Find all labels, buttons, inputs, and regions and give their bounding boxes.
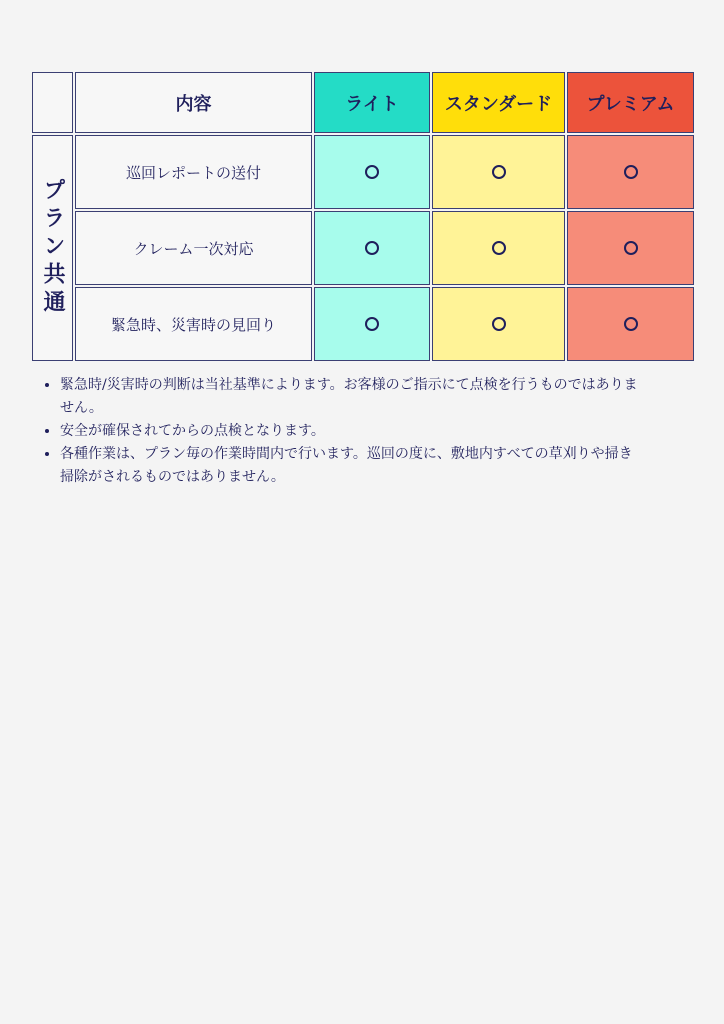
premium-cell (567, 211, 694, 285)
side-label-common: プラン共通 (32, 135, 73, 361)
note-item: • 安全が確保されてからの点検となります。 (60, 420, 640, 443)
header-lite: ライト (314, 72, 430, 133)
circle-mark-icon (365, 317, 379, 331)
lite-cell (314, 287, 430, 361)
row-label: クレーム一次対応 (75, 211, 312, 285)
note-item: • 各種作業は、プラン毎の作業時間内で行います。巡回の度に、敷地内すべての草刈りや掃き掃除がされるものではありません。 (60, 443, 640, 489)
standard-cell (432, 135, 565, 209)
circle-mark-icon (624, 241, 638, 255)
notes-list (40, 374, 640, 489)
lite-cell (314, 211, 430, 285)
premium-cell (567, 135, 694, 209)
corner-cell (32, 72, 73, 133)
circle-mark-icon (365, 165, 379, 179)
circle-mark-icon (492, 165, 506, 179)
standard-cell (432, 287, 565, 361)
note-item: • 緊急時/災害時の判断は当社基準によります。お客様のご指示にて点検を行うものではありません。 (60, 374, 640, 420)
row-label: 緊急時、災害時の見回り (75, 287, 312, 361)
row-label: 巡回レポートの送付 (75, 135, 312, 209)
circle-mark-icon (492, 241, 506, 255)
header-content: 内容 (75, 72, 312, 133)
header-standard: スタンダード (432, 72, 565, 133)
standard-cell (432, 211, 565, 285)
circle-mark-icon (365, 241, 379, 255)
lite-cell (314, 135, 430, 209)
plan-comparison-table (32, 72, 694, 361)
header-premium: プレミアム (567, 72, 694, 133)
premium-cell (567, 287, 694, 361)
circle-mark-icon (624, 165, 638, 179)
circle-mark-icon (624, 317, 638, 331)
circle-mark-icon (492, 317, 506, 331)
